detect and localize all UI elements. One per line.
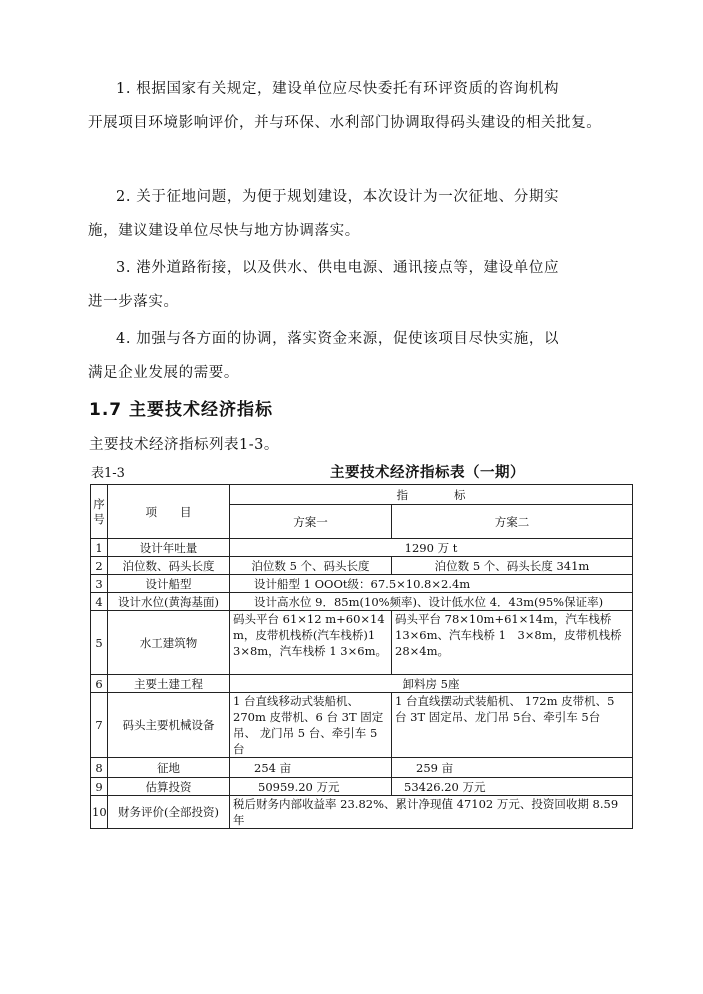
table-row (91, 675, 633, 693)
row-item: 设计年吐量 (108, 539, 230, 557)
row-plan-1: 254 亩 (230, 758, 392, 778)
table-row (91, 796, 633, 829)
row-plan-1: 1 台直线移动式装船机、 270m 皮带机、6 台 3T 固定吊、 龙门吊 5 台、牵引车 5 台 (230, 693, 392, 758)
paragraph-2-rest: 施，建议建设单位尽快与地方协调落实。 (88, 223, 360, 239)
row-plan-2: 259 亩 (392, 758, 633, 778)
paragraph-3-first-line: 3. 港外道路衔接，以及供水、供电电源、通讯接点等，建设单位应 (116, 260, 560, 276)
table-row (91, 557, 633, 575)
table-row (91, 593, 633, 611)
row-item: 主要土建工程 (108, 675, 230, 693)
row-number: 1 (91, 539, 108, 557)
table-row (91, 758, 633, 778)
row-number: 3 (91, 575, 108, 593)
header-plan-2: 方案二 (392, 505, 633, 539)
paragraph-1 (88, 72, 628, 140)
paragraph-3-rest: 进一步落实。 (88, 294, 179, 310)
row-value: 设计船型 1 OOOt级：67.5×10.8×2.4m (230, 575, 633, 593)
table-title: 主要技术经济指标表（一期） (330, 465, 525, 481)
row-item: 征地 (108, 758, 230, 778)
table-row (91, 693, 633, 758)
row-plan-2: 53426.20 万元 (392, 778, 633, 796)
paragraph-3 (88, 251, 628, 319)
row-item: 设计水位(黄海基面) (108, 593, 230, 611)
intro-text: 主要技术经济指标列表1-3。 (89, 437, 279, 453)
row-plan-1: 50959.20 万元 (230, 778, 392, 796)
row-number: 8 (91, 758, 108, 778)
table-row (91, 611, 633, 675)
table-row (91, 575, 633, 593)
row-plan-2: 码头平台 78×10m+61×14m，汽车栈桥 13×6m、汽车栈桥 1 3×8m，皮带机栈桥 28×4m。 (392, 611, 633, 675)
row-item: 泊位数、码头长度 (108, 557, 230, 575)
paragraph-4-first-line: 4. 加强与各方面的协调，落实资金来源，促使该项目尽快实施，以 (116, 331, 560, 347)
row-plan-2: 1 台直线摆动式装船机、 172m 皮带机、5 台 3T 固定吊、龙门吊 5台、牵引车 5台 (392, 693, 633, 758)
table-row (91, 778, 633, 796)
header-index: 序号 (91, 485, 108, 539)
row-plan-1: 码头平台 61×12 m+60×14 m，皮带机栈桥(汽车栈桥)1 3×8m，汽车栈桥 1 3×6m。 (230, 611, 392, 675)
row-number: 6 (91, 675, 108, 693)
row-item: 水工建筑物 (108, 611, 230, 675)
indicator-table (90, 484, 633, 829)
table-row (91, 539, 633, 557)
row-item: 码头主要机械设备 (108, 693, 230, 758)
row-item: 估算投资 (108, 778, 230, 796)
row-number: 2 (91, 557, 108, 575)
row-value: 设计高水位 9．85m(10%频率)、设计低水位 4．43m(95%保证率) (230, 593, 633, 611)
row-value: 1290 万 t (230, 539, 633, 557)
paragraph-4-rest: 满足企业发展的需要。 (88, 365, 239, 381)
paragraph-1-rest: 开展项目环境影响评价，并与环保、水利部门协调取得码头建设的相关批复。 (88, 115, 602, 131)
header-indicator: 指 标 (230, 485, 633, 505)
row-item: 财务评价(全部投资) (108, 796, 230, 829)
paragraph-1-first-line: 1. 根据国家有关规定，建设单位应尽快委托有环评资质的咨询机构 (116, 81, 560, 97)
paragraph-2-first-line: 2. 关于征地问题，为便于规划建设，本次设计为一次征地、分期实 (116, 189, 560, 205)
row-item: 设计船型 (108, 575, 230, 593)
table-header-row (91, 485, 633, 505)
row-value: 卸料房 5座 (230, 675, 633, 693)
row-number: 10 (91, 796, 108, 829)
row-value: 税后财务内部收益率 23.82%、累计净现值 47102 万元、投资回收期 8.59 年 (230, 796, 633, 829)
paragraph-2 (88, 180, 628, 248)
row-plan-2: 泊位数 5 个、码头长度 341m (392, 557, 633, 575)
row-number: 5 (91, 611, 108, 675)
row-number: 4 (91, 593, 108, 611)
section-heading: 1.7 主要技术经济指标 (89, 400, 274, 420)
header-item: 项 目 (108, 485, 230, 539)
row-number: 7 (91, 693, 108, 758)
paragraph-4 (88, 322, 628, 390)
row-number: 9 (91, 778, 108, 796)
row-plan-1: 泊位数 5 个、码头长度 (230, 557, 392, 575)
header-plan-1: 方案一 (230, 505, 392, 539)
table-number: 表1-3 (91, 466, 125, 481)
